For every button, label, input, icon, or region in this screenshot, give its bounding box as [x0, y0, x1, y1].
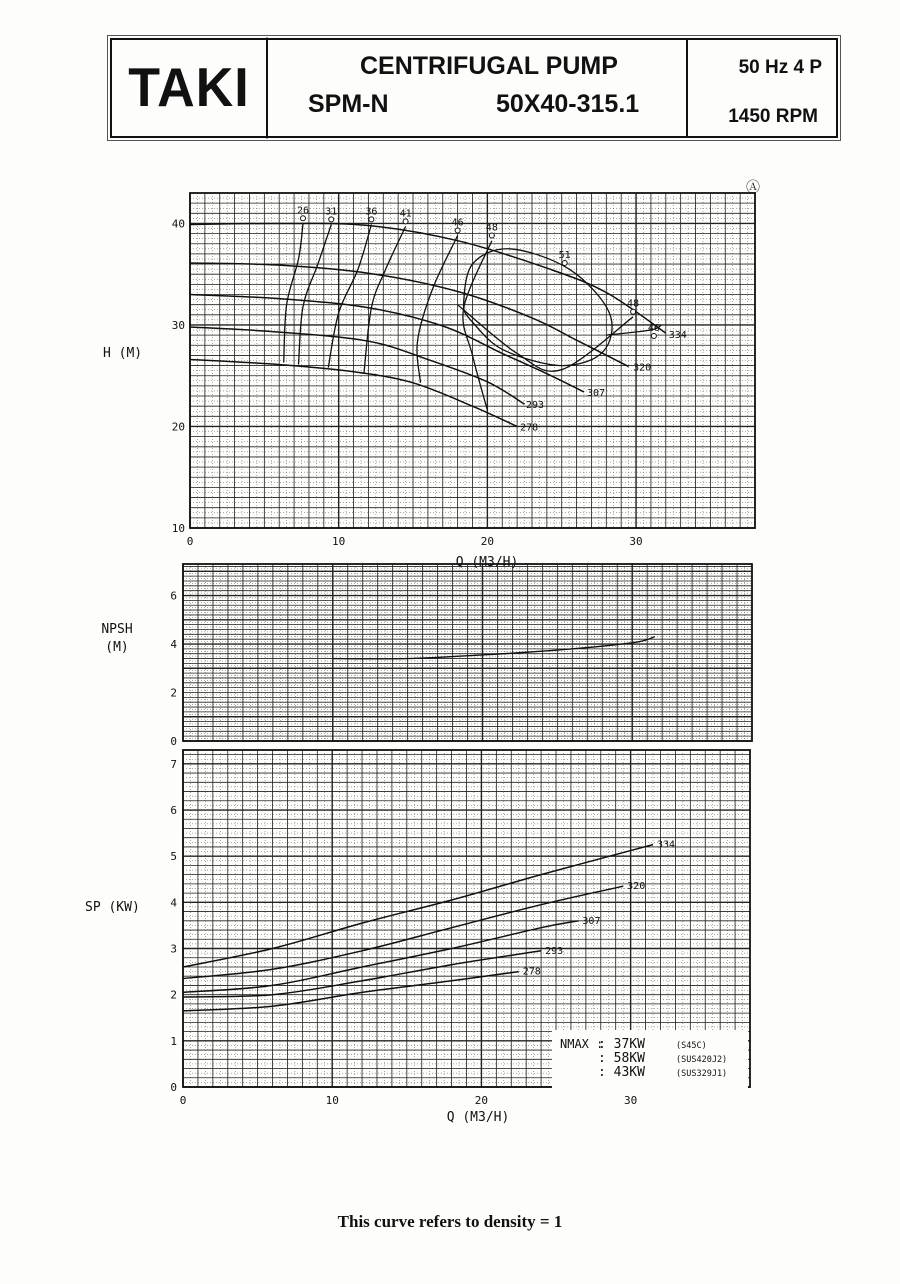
power-y-tick-1: 1 [170, 1034, 177, 1048]
npsh-y-tick-4: 4 [170, 638, 177, 652]
npsh-y-tick-0: 0 [170, 735, 177, 748]
npsh-y-tick-6: 6 [170, 589, 177, 603]
power-y-tick-3: 3 [170, 942, 177, 956]
efficiency-marker [562, 260, 567, 265]
rated-speed: 1450 RPM [728, 106, 818, 127]
efficiency-marker [301, 216, 306, 221]
nmax-material-0: (S45C) [676, 1041, 707, 1051]
head-y-tick-30: 30 [171, 318, 185, 332]
power-x-axis-label: Q (M3/H) [446, 1110, 510, 1125]
power-diameter-label-307: 307 [582, 915, 601, 927]
efficiency-label-48: 48 [627, 298, 640, 310]
power-curve-278 [183, 972, 519, 1011]
efficiency-marker [369, 217, 374, 222]
head-x-tick-20: 20 [480, 535, 494, 548]
efficiency-label-26: 26 [296, 205, 310, 217]
power-x-tick-30: 30 [624, 1094, 638, 1107]
head-x-tick-10: 10 [332, 535, 346, 548]
npsh-y-axis-unit: (M) [105, 640, 129, 655]
power-y-tick-4: 4 [170, 896, 177, 910]
head-diameter-label-320: 320 [633, 362, 652, 374]
efficiency-label-41: 41 [399, 208, 412, 220]
efficiency-label-46: 46 [647, 323, 660, 335]
power-diameter-label-334: 334 [657, 839, 676, 851]
head-diameter-label-307: 307 [586, 388, 606, 400]
power-y-tick-0: 0 [170, 1081, 177, 1094]
head-x-tick-30: 30 [629, 535, 643, 548]
density-note: This curve refers to density = 1 [337, 1212, 563, 1231]
efficiency-marker [489, 233, 494, 238]
power-y-tick-2: 2 [170, 988, 177, 1002]
efficiency-label-48: 48 [485, 222, 498, 234]
power-y-tick-6: 6 [170, 804, 177, 818]
head-grid [190, 193, 755, 528]
efficiency-curve-36 [328, 225, 371, 368]
head-y-tick-20: 20 [171, 420, 185, 434]
nmax-material-1: (SUS420J2) [676, 1055, 728, 1065]
head-y-tick-10: 10 [171, 522, 185, 535]
power-x-tick-10: 10 [325, 1094, 339, 1107]
efficiency-marker [329, 217, 334, 222]
efficiency-marker [651, 334, 656, 339]
power-y-tick-7: 7 [170, 757, 177, 771]
corner-mark-a: Ⓐ [746, 180, 760, 196]
npsh-curve [333, 637, 655, 659]
nmax-material-2: (SUS329J1) [676, 1069, 728, 1079]
product-title: CENTRIFUGAL PUMP [360, 52, 618, 80]
npsh-y-axis-label: NPSH [101, 622, 133, 637]
efficiency-marker [455, 228, 460, 233]
nmax-value-1: : 58KW [598, 1051, 645, 1066]
power-diameter-label-293: 293 [545, 945, 564, 957]
brand-logo: TAKI [112, 38, 268, 139]
frequency-poles: 50 Hz 4 P [738, 57, 822, 78]
head-x-tick-0: 0 [186, 535, 194, 548]
efficiency-curve-51 [464, 249, 612, 366]
efficiency-label-46: 46 [451, 217, 464, 229]
efficiency-label-36: 36 [365, 206, 378, 218]
nmax-value-2: : 43KW [598, 1065, 645, 1080]
power-x-tick-20: 20 [474, 1094, 489, 1107]
head-diameter-label-293: 293 [526, 400, 545, 412]
efficiency-label-31: 31 [325, 206, 338, 218]
npsh-y-tick-2: 2 [170, 686, 177, 700]
power-curve-320 [183, 886, 623, 978]
head-diameter-label-334: 334 [668, 330, 687, 342]
product-model: 50X40-315.1 [496, 90, 640, 118]
efficiency-marker [403, 219, 408, 224]
nmax-value-0: : 37KW [598, 1037, 645, 1052]
power-diameter-label-278: 278 [522, 966, 541, 978]
npsh-grid [183, 564, 752, 741]
head-diameter-label-278: 278 [520, 422, 539, 434]
power-diameter-label-320: 320 [627, 881, 646, 893]
product-series: SPM-N [308, 90, 389, 118]
power-y-axis-label: SP (KW) [85, 900, 140, 915]
head-y-tick-40: 40 [171, 217, 185, 231]
nmax-label: NMAX : [560, 1037, 604, 1051]
power-x-tick-0: 0 [179, 1094, 187, 1107]
head-y-axis-label: H (M) [103, 346, 143, 361]
efficiency-marker [631, 309, 636, 314]
power-y-tick-5: 5 [170, 850, 177, 864]
efficiency-label-51: 51 [558, 249, 571, 261]
head-x-axis-label: Q (M3/H) [455, 555, 519, 570]
